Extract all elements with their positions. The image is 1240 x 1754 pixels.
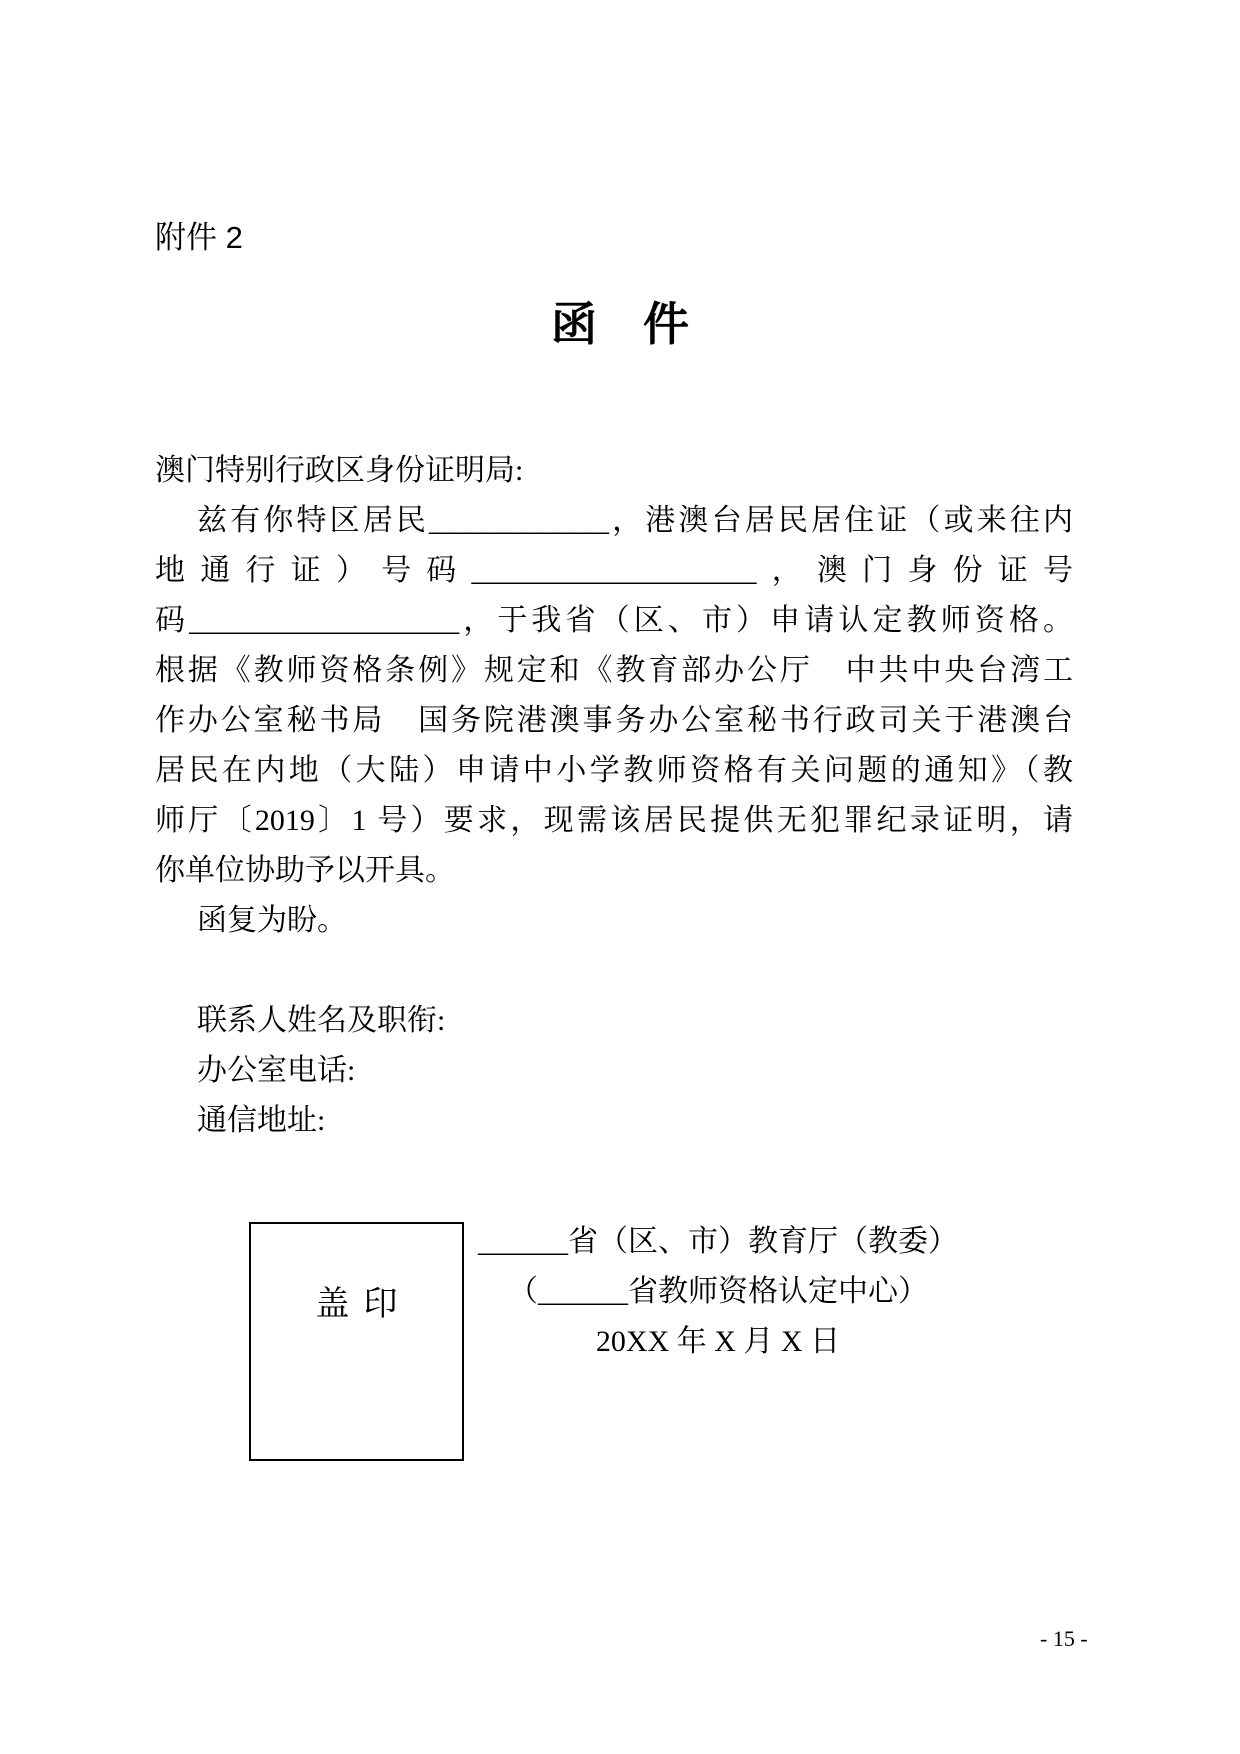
body-line: 师厅〔2019〕1 号）要求，现需该居民提供无犯罪纪录证明，请 xyxy=(155,804,1073,837)
stamp-label: 盖印 xyxy=(315,1286,412,1323)
body-line: 居民在内地（大陆）申请中小学教师资格有关问题的通知》（教 xyxy=(155,754,1073,787)
signature-center-line: （______省教师资格认定中心） xyxy=(508,1275,928,1308)
signature-date-line: 20XX 年 X 月 X 日 xyxy=(595,1325,841,1358)
closing-line: 函复为盼。 xyxy=(197,904,347,937)
office-phone-label: 办公室电话: xyxy=(197,1054,356,1087)
letter-body xyxy=(155,446,1073,1146)
signature-org-line: ______省（区、市）教育厅（教委） xyxy=(478,1225,958,1258)
body-line: 你单位协助予以开具。 xyxy=(155,854,455,887)
stamp-box xyxy=(249,1222,464,1461)
page-number: - 15 - xyxy=(1040,1626,1088,1651)
salutation-line: 澳门特别行政区身份证明局: xyxy=(155,454,524,487)
contact-person-label: 联系人姓名及职衔: xyxy=(197,1004,446,1037)
attachment-label: 附件 2 xyxy=(155,220,243,255)
page-title: 函 件 xyxy=(551,299,689,350)
body-line: 兹有你特区居民____________，港澳台居民居住证（或来往内 xyxy=(197,504,1073,537)
mailing-address-label: 通信地址: xyxy=(197,1104,326,1137)
signature-block xyxy=(468,1217,968,1367)
body-line: 作办公室秘书局 国务院港澳事务办公室秘书行政司关于港澳台 xyxy=(155,704,1073,737)
body-line: 地通行证）号码___________________，澳门身份证号 xyxy=(155,554,1073,587)
body-line: 码__________________，于我省（区、市）申请认定教师资格。 xyxy=(155,604,1073,637)
blank-line xyxy=(155,946,1073,996)
body-line: 根据《教师资格条例》规定和《教育部办公厅 中共中央台湾工 xyxy=(155,654,1073,687)
